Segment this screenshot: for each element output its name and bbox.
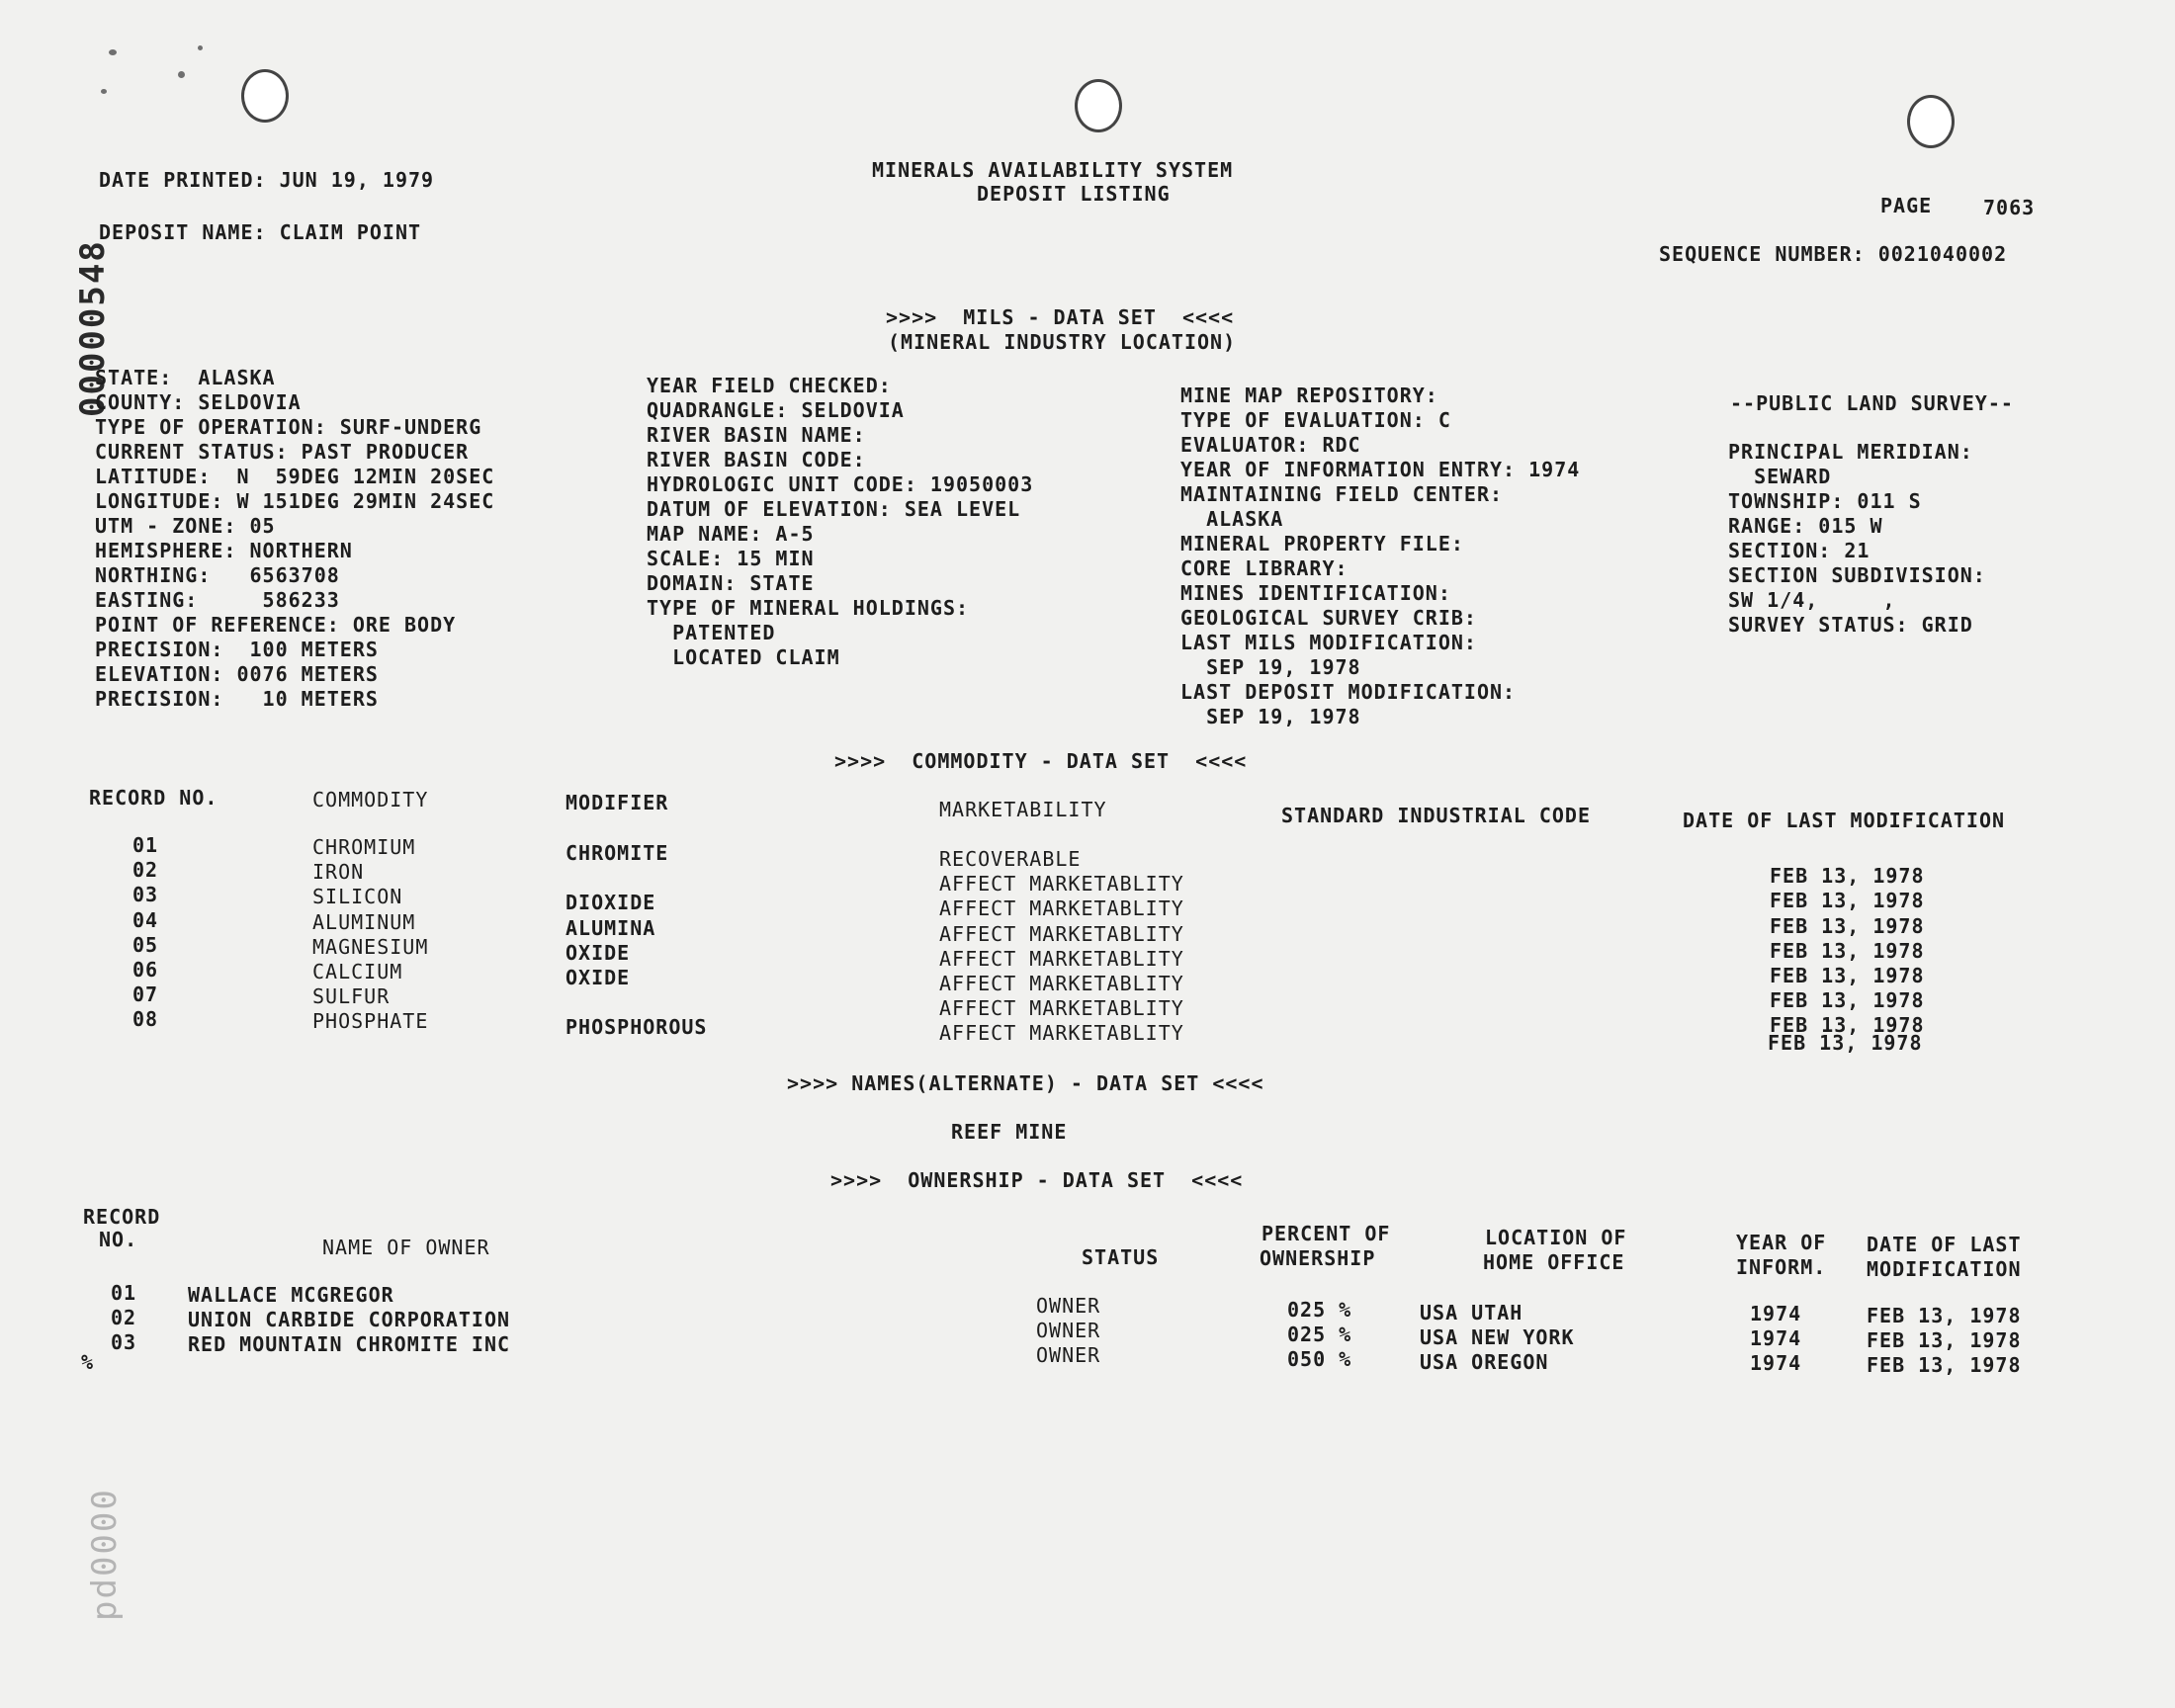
names-heading: >>>> NAMES(ALTERNATE) - DATA SET <<<< <box>787 1071 1264 1095</box>
commodity-name: CALCIUM <box>312 960 403 983</box>
commodity-header-date: DATE OF LAST MODIFICATION <box>1683 809 2006 832</box>
sequence-number: SEQUENCE NUMBER: 0021040002 <box>1659 242 2008 266</box>
mils-field: RANGE: 015 W <box>1728 514 1883 538</box>
mils-field: ALASKA <box>1180 507 1284 531</box>
commodity-name: CHROMIUM <box>312 835 416 859</box>
commodity-name: ALUMINUM <box>312 909 416 934</box>
commodity-record-no: 04 <box>132 907 159 932</box>
owner-year: 1974 <box>1750 1326 1802 1350</box>
commodity-record-no: 03 <box>132 883 159 907</box>
mils-field: RIVER BASIN NAME: <box>647 423 866 447</box>
mils-field: LAST DEPOSIT MODIFICATION: <box>1180 680 1517 704</box>
commodity-date: FEB 13, 1978 <box>1770 938 1925 963</box>
mils-field: NORTHING: 6563708 <box>95 563 340 587</box>
mils-field: POINT OF REFERENCE: ORE BODY <box>95 613 457 637</box>
punch-hole-left <box>241 69 289 123</box>
commodity-record-no: 01 <box>132 833 159 857</box>
commodity-name: PHOSPHATE <box>312 1009 429 1034</box>
mils-field: HEMISPHERE: NORTHERN <box>95 539 353 562</box>
commodity-header-sic: STANDARD INDUSTRIAL CODE <box>1281 804 1591 827</box>
commodity-marketability: RECOVERABLE <box>939 847 1082 871</box>
mils-field: ELEVATION: 0076 METERS <box>95 662 379 686</box>
owner-status: OWNER <box>1036 1294 1101 1318</box>
owner-name: WALLACE MCGREGOR <box>188 1283 394 1307</box>
commodity-header-commodity: COMMODITY <box>312 788 429 811</box>
commodity-marketability: AFFECT MARKETABLITY <box>939 946 1184 971</box>
scuff-mark <box>101 89 107 94</box>
mils-field: PRINCIPAL MERIDIAN: <box>1728 440 1973 464</box>
ownership-header-date-1: DATE OF LAST <box>1867 1233 2022 1256</box>
deposit-name: DEPOSIT NAME: CLAIM POINT <box>99 220 422 244</box>
commodity-marketability: AFFECT MARKETABLITY <box>939 972 1184 995</box>
owner-name: UNION CARBIDE CORPORATION <box>188 1308 511 1331</box>
mils-field: COUNTY: SELDOVIA <box>95 390 302 414</box>
punch-hole-center <box>1075 79 1122 132</box>
ownership-header-location-1: LOCATION OF <box>1485 1226 1627 1249</box>
commodity-date: FEB 13, 1978 <box>1770 988 1925 1013</box>
page-number: 7063 <box>1983 196 2036 219</box>
owner-location: USA NEW YORK <box>1420 1325 1575 1349</box>
mils-field: LONGITUDE: W 151DEG 29MIN 24SEC <box>95 489 495 513</box>
commodity-modifier: DIOXIDE <box>566 891 656 915</box>
ownership-heading: >>>> OWNERSHIP - DATA SET <<<< <box>830 1168 1244 1192</box>
mils-field: CORE LIBRARY: <box>1180 556 1348 580</box>
scuff-mark <box>198 45 203 50</box>
mils-field: LAST MILS MODIFICATION: <box>1180 631 1477 654</box>
margin-stamp-top: 00000548 <box>73 239 113 417</box>
mils-field: SURVEY STATUS: GRID <box>1728 613 1973 637</box>
mils-subheading: (MINERAL INDUSTRY LOCATION) <box>888 330 1237 354</box>
commodity-date: FEB 13, 1978 <box>1768 1031 1923 1055</box>
owner-year: 1974 <box>1750 1302 1802 1325</box>
mils-field: YEAR OF INFORMATION ENTRY: 1974 <box>1180 458 1581 481</box>
owner-year: 1974 <box>1750 1351 1802 1375</box>
ownership-header-year-2: INFORM. <box>1736 1255 1827 1279</box>
owner-date: FEB 13, 1978 <box>1867 1353 2022 1377</box>
mils-field: HYDROLOGIC UNIT CODE: 19050003 <box>647 472 1034 496</box>
owner-date: FEB 13, 1978 <box>1867 1328 2022 1352</box>
ownership-header-percent-2: OWNERSHIP <box>1260 1246 1376 1270</box>
commodity-date: FEB 13, 1978 <box>1770 864 1925 889</box>
trailing-mark: % <box>81 1350 95 1374</box>
mils-field: SECTION SUBDIVISION: <box>1728 563 1986 587</box>
commodity-header-modifier: MODIFIER <box>566 791 669 814</box>
margin-stamp-bottom: pd0000 <box>85 1488 125 1621</box>
commodity-marketability: AFFECT MARKETABLITY <box>939 872 1184 897</box>
mils-field: YEAR FIELD CHECKED: <box>647 374 892 397</box>
ownership-header-status: STATUS <box>1082 1245 1160 1269</box>
mils-field: TYPE OF MINERAL HOLDINGS: <box>647 596 970 620</box>
owner-location: USA OREGON <box>1420 1350 1549 1374</box>
mils-field: EASTING: 586233 <box>95 588 340 612</box>
owner-percent: 050 % <box>1287 1347 1352 1371</box>
scuff-mark <box>109 49 117 55</box>
mils-field: UTM - ZONE: 05 <box>95 514 276 538</box>
mils-field: MINERAL PROPERTY FILE: <box>1180 532 1464 555</box>
mils-column-4 <box>1728 440 1986 638</box>
mils-field: TYPE OF EVALUATION: C <box>1180 408 1451 432</box>
mils-field: MINES IDENTIFICATION: <box>1180 581 1451 605</box>
owner-record-no: 03 <box>111 1330 137 1354</box>
commodity-record-no: 06 <box>132 958 159 982</box>
ownership-header-year-1: YEAR OF <box>1736 1231 1827 1254</box>
punch-hole-right <box>1907 95 1955 148</box>
commodity-record-no: 02 <box>132 858 159 883</box>
commodity-modifier: OXIDE <box>566 940 631 965</box>
mils-field: SEP 19, 1978 <box>1180 655 1361 679</box>
mils-column-2 <box>647 374 1033 670</box>
commodity-modifier: CHROMITE <box>566 841 669 865</box>
commodity-record-no: 05 <box>132 932 159 957</box>
page-label: PAGE <box>1880 194 1933 217</box>
commodity-record-no: 07 <box>132 982 159 1007</box>
commodity-name: SILICON <box>312 885 403 909</box>
commodity-marketability: AFFECT MARKETABLITY <box>939 921 1184 946</box>
commodity-header-marketability: MARKETABILITY <box>939 798 1107 821</box>
mils-field: MAP NAME: A-5 <box>647 522 815 546</box>
mils-field: GEOLOGICAL SURVEY CRIB: <box>1180 606 1477 630</box>
commodity-header-record: RECORD NO. <box>89 786 218 810</box>
mils-field: DATUM OF ELEVATION: SEA LEVEL <box>647 497 1021 521</box>
owner-percent: 025 % <box>1287 1323 1352 1346</box>
listing-title: DEPOSIT LISTING <box>977 182 1171 206</box>
commodity-name: SULFUR <box>312 984 391 1009</box>
commodity-modifier: ALUMINA <box>566 915 656 940</box>
mils-field: SEP 19, 1978 <box>1180 705 1361 728</box>
commodity-date: FEB 13, 1978 <box>1770 964 1925 987</box>
commodity-marketability: AFFECT MARKETABLITY <box>939 996 1184 1021</box>
owner-status: OWNER <box>1036 1319 1101 1342</box>
mils-field: EVALUATOR: RDC <box>1180 433 1361 457</box>
owner-date: FEB 13, 1978 <box>1867 1304 2022 1327</box>
date-printed: DATE PRINTED: JUN 19, 1979 <box>99 168 435 192</box>
ownership-header-name: NAME OF OWNER <box>322 1236 490 1259</box>
commodity-date: FEB 13, 1978 <box>1770 1013 1925 1038</box>
mils-field: QUADRANGLE: SELDOVIA <box>647 398 905 422</box>
mils-field: LATITUDE: N 59DEG 12MIN 20SEC <box>95 465 495 488</box>
owner-record-no: 02 <box>111 1306 137 1329</box>
mils-heading: >>>> MILS - DATA SET <<<< <box>886 305 1235 329</box>
mils-field: SW 1/4, , <box>1728 588 1896 612</box>
owner-status: OWNER <box>1036 1343 1101 1367</box>
mils-column-1 <box>95 366 494 712</box>
public-land-survey-heading: --PUBLIC LAND SURVEY-- <box>1730 391 2014 415</box>
mils-field: LOCATED CLAIM <box>647 645 840 669</box>
mils-field: SEWARD <box>1728 465 1832 488</box>
commodity-marketability: AFFECT MARKETABLITY <box>939 897 1184 921</box>
owner-location: USA UTAH <box>1420 1301 1523 1324</box>
owner-name: RED MOUNTAIN CHROMITE INC <box>188 1332 511 1356</box>
mils-field: STATE: ALASKA <box>95 366 276 389</box>
alternate-name: REEF MINE <box>951 1120 1068 1144</box>
mils-field: MINE MAP REPOSITORY: <box>1180 384 1438 407</box>
mils-field: MAINTAINING FIELD CENTER: <box>1180 482 1504 506</box>
commodity-date: FEB 13, 1978 <box>1770 889 1925 913</box>
mils-field: PRECISION: 100 METERS <box>95 638 379 661</box>
commodity-name: MAGNESIUM <box>312 934 429 959</box>
mils-field: SECTION: 21 <box>1728 539 1870 562</box>
ownership-header-record-1: RECORD <box>83 1205 161 1229</box>
ownership-header-percent-1: PERCENT OF <box>1262 1222 1391 1245</box>
ownership-header-date-2: MODIFICATION <box>1867 1257 2022 1281</box>
mils-field: PATENTED <box>647 621 776 644</box>
scuff-mark <box>178 71 185 78</box>
mils-field: PRECISION: 10 METERS <box>95 687 379 711</box>
commodity-marketability: AFFECT MARKETABLITY <box>939 1021 1184 1046</box>
owner-percent: 025 % <box>1287 1298 1352 1322</box>
commodity-record-no: 08 <box>132 1007 159 1032</box>
ownership-header-record-2: NO. <box>99 1228 138 1251</box>
mils-field: RIVER BASIN CODE: <box>647 448 866 471</box>
commodity-modifier: OXIDE <box>566 966 631 989</box>
commodity-name: IRON <box>312 860 365 885</box>
commodity-date: FEB 13, 1978 <box>1770 913 1925 938</box>
owner-record-no: 01 <box>111 1281 137 1305</box>
mils-field: DOMAIN: STATE <box>647 571 815 595</box>
commodity-heading: >>>> COMMODITY - DATA SET <<<< <box>834 749 1248 773</box>
mils-field: SCALE: 15 MIN <box>647 547 815 570</box>
system-title: MINERALS AVAILABILITY SYSTEM <box>872 158 1234 182</box>
mils-field: TOWNSHIP: 011 S <box>1728 489 1922 513</box>
mils-field: CURRENT STATUS: PAST PRODUCER <box>95 440 470 464</box>
commodity-modifier: PHOSPHOROUS <box>566 1015 708 1040</box>
mils-field: TYPE OF OPERATION: SURF-UNDERG <box>95 415 482 439</box>
ownership-header-location-2: HOME OFFICE <box>1483 1250 1625 1274</box>
mils-column-3 <box>1180 384 1580 729</box>
